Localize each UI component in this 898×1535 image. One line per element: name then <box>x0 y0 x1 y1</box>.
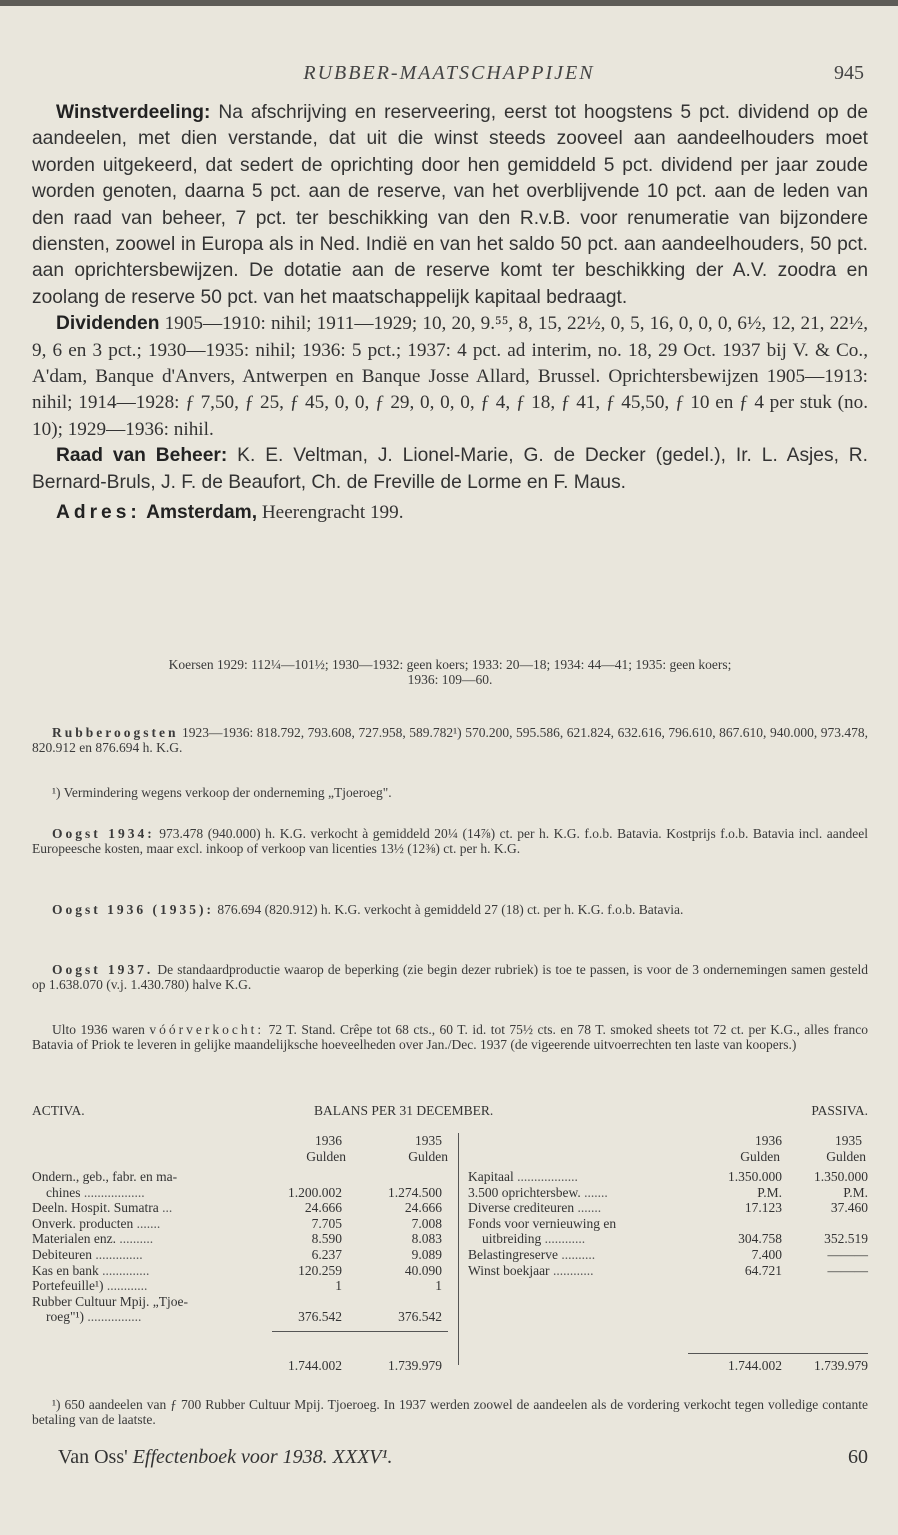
dividenden-label: Dividenden <box>56 313 160 335</box>
passiva-row-label-text: uitbreiding <box>482 1231 542 1247</box>
activa-row-value-1936: 24.666 <box>304 1200 342 1216</box>
passiva-currency-1935: Gulden <box>826 1149 866 1164</box>
passiva-total-row <box>468 1358 868 1373</box>
passiva-row-value-1936: 304.758 <box>738 1231 782 1247</box>
activa-row-value-1935: 8.083 <box>411 1231 442 1247</box>
balance-header <box>32 1103 868 1121</box>
activa-row-label <box>46 1309 141 1325</box>
activa-row <box>32 1185 450 1200</box>
activa-year-1935: 1935 <box>415 1133 442 1148</box>
activa-row-value-1935: 1 <box>435 1278 442 1294</box>
ulto-before: Ulto 1936 waren <box>52 1022 150 1037</box>
passiva-row-label <box>468 1263 593 1279</box>
passiva-row-label-text: Kapitaal <box>468 1169 514 1184</box>
passiva-label: PASSIVA. <box>811 1103 868 1118</box>
activa-total-1935: 1.739.979 <box>388 1358 442 1373</box>
rubberoogsten-text: 1923—1936: 818.792, 793.608, 727.958, 589.782¹) 570.200, 595.586, 621.824, 632.616, 796.610, 867.610, 940.000, 973.478, 820.912 en 876.694 h. K.G. <box>32 725 868 755</box>
oogst1936-block <box>32 902 868 917</box>
activa-row-label-text: Portefeuille¹) <box>32 1278 104 1294</box>
activa-row-label <box>32 1263 149 1279</box>
adres-city: Amsterdam, <box>146 502 258 524</box>
activa-row-label <box>32 1247 143 1263</box>
passiva-row <box>468 1247 868 1262</box>
page-header <box>0 62 898 88</box>
passiva-row <box>468 1231 868 1246</box>
footer-sheet-number: 60 <box>848 1446 868 1468</box>
main-text <box>32 100 868 527</box>
page-number: 945 <box>834 62 864 84</box>
activa-row <box>32 1247 450 1262</box>
page-footer <box>58 1446 868 1476</box>
passiva-row-label <box>468 1185 608 1201</box>
dividenden-paragraph <box>32 311 868 443</box>
passiva-total-rule <box>688 1353 868 1354</box>
balance-divider <box>458 1133 459 1365</box>
activa-row-label <box>32 1216 160 1232</box>
activa-row-leader: ............ <box>103 1278 148 1294</box>
oogst1937-text: De standaardproductie waarop de beperking (zie begin dezer rubriek) is toe te passen, is voor de 3 ondernemingen samen gesteld op 1.638.070 (v.j. 1.430.780) halve K.G. <box>32 962 869 992</box>
ulto-after: 72 T. Stand. Crêpe tot 68 cts., 60 T. id. tot 75½ cts. en 78 T. smoked sheets tot 72 ct. per K.G., alles franco Batavia of Priok te leveren in gelijke maandelijksche hoeveelheden over Jan./Dec. 1937 (de vigeerende uitvoerrechten ten laste van koopers.) <box>32 1022 868 1052</box>
passiva-row-value-1935: ——— <box>827 1262 868 1278</box>
ulto-spaced: vóórverkocht: <box>149 1022 265 1037</box>
activa-row-leader: .......... <box>115 1231 154 1247</box>
winstverdeeling-text: Na afschrijving en reserveering, eerst tot hoogstens 5 pct. dividend op de aandeelen, met dien verstande, dat uit die winst steeds zooveel aan aandeelhouders moet worden uitgekeerd, dat sedert de oprichting door hen gemiddeld 5 pct. dividend per jaar zoude worden genoten, daarna 5 pct. aan de reserve, van het overblijvende 10 pct. aan de leden van den raad van beheer, 7 pct. ter beschikking van den R.v.B. voor renumeratie van bijzondere diensten, zoowel in Europa als in Ned. Indië en van het saldo 50 pct. aan aandeelhouders, 50 pct. aan oprichtersbewijzen. De dotatie aan de reserve komt ter beschikking der A.V. zoodra en zoolang de reserve 50 pct. van het maatschappelijk kapitaal bedraagt. <box>32 102 868 308</box>
activa-row-leader: .................. <box>80 1184 145 1200</box>
passiva-year-1935: 1935 <box>835 1133 862 1148</box>
activa-row-value-1936: 7.705 <box>311 1215 342 1231</box>
activa-row-value-1936: 1 <box>335 1278 342 1294</box>
passiva-row-value-1935: P.M. <box>843 1184 868 1200</box>
passiva-row <box>468 1263 868 1278</box>
activa-currency-1935: Gulden <box>408 1149 448 1164</box>
running-title: RUBBER-MAATSCHAPPIJEN <box>303 62 595 84</box>
balance-sheet <box>32 1103 868 1373</box>
activa-row-label <box>32 1278 147 1294</box>
activa-row-leader: .............. <box>98 1262 150 1278</box>
oogst1937-block <box>32 962 868 992</box>
activa-total-row <box>32 1358 450 1373</box>
activa-row-leader: .............. <box>91 1247 143 1262</box>
passiva-row-label-text: Diverse crediteuren <box>468 1200 575 1216</box>
activa-row-label-text: Onverk. producten <box>32 1215 134 1231</box>
koersen-line1: Koersen 1929: 112¼—101½; 1930—1932: geen koers; 1933: 20—18; 1934: 44—41; 1935: geen koers; <box>168 657 732 672</box>
activa-row <box>32 1278 450 1293</box>
footer-publisher: Van Oss' <box>58 1446 133 1468</box>
adres-paragraph <box>32 500 868 526</box>
activa-row-value-1935: 40.090 <box>404 1262 442 1278</box>
activa-row-label-text: roeg"¹) <box>46 1309 85 1325</box>
passiva-row-value-1935: 352.519 <box>824 1231 868 1247</box>
activa-row-value-1935: 1.274.500 <box>388 1184 442 1200</box>
oogst1934-label: Oogst 1934: <box>52 826 155 841</box>
winstverdeeling-paragraph <box>32 100 868 311</box>
passiva-row-label <box>468 1247 595 1263</box>
activa-row-value-1936: 1.200.002 <box>288 1184 342 1200</box>
scan-edge <box>0 0 898 6</box>
activa-row-value-1935: 24.666 <box>404 1200 442 1216</box>
footnote2-block <box>32 1397 868 1427</box>
oogst1937-label: Oogst 1937. <box>52 962 154 977</box>
passiva-row-leader: ....... <box>580 1184 608 1200</box>
passiva-row-label <box>468 1216 616 1232</box>
footnote1-block <box>32 785 868 800</box>
activa-row <box>32 1309 450 1324</box>
passiva-row-leader: .................. <box>513 1169 578 1184</box>
passiva-row-label-text: Belastingreserve <box>468 1247 558 1262</box>
passiva-row-value-1936: 17.123 <box>744 1200 782 1216</box>
passiva-row-leader: ............ <box>541 1231 586 1247</box>
activa-row <box>32 1263 450 1278</box>
activa-row-label <box>32 1200 172 1216</box>
activa-row-label-text: Kas en bank <box>32 1262 99 1278</box>
activa-row-label-text: Rubber Cultuur Mpij. „Tjoe- <box>32 1293 188 1309</box>
passiva-row-value-1935: 37.460 <box>830 1200 868 1216</box>
passiva-row-value-1935: 1.350.000 <box>814 1169 868 1184</box>
activa-row-value-1936: 6.237 <box>311 1247 342 1262</box>
oogst1936-label: Oogst 1936 (1935): <box>52 902 214 917</box>
passiva-row-value-1936: P.M. <box>757 1184 782 1200</box>
activa-currency-1936: Gulden <box>306 1149 346 1164</box>
passiva-total-1935: 1.739.979 <box>814 1358 868 1373</box>
raad-paragraph <box>32 443 868 496</box>
activa-row <box>32 1216 450 1231</box>
activa-row <box>32 1294 450 1309</box>
passiva-row-label <box>482 1231 585 1247</box>
activa-row-value-1935: 376.542 <box>398 1309 442 1325</box>
oogst1936-text: 876.694 (820.912) h. K.G. verkocht à gemiddeld 27 (18) ct. per h. K.G. f.o.b. Batavia. <box>214 902 684 917</box>
activa-row-label-text: Deeln. Hospit. Sumatra <box>32 1200 159 1216</box>
activa-row-value-1936: 8.590 <box>311 1231 342 1247</box>
footnote2: ¹) 650 aandeelen van ƒ 700 Rubber Cultuur Mpij. Tjoeroeg. In 1937 werden zoowel de aandeelen als de vordering verkocht tegen volledige contante betaling van de laatste. <box>32 1397 868 1427</box>
activa-year-1936: 1936 <box>315 1133 342 1148</box>
activa-row <box>32 1231 450 1246</box>
raad-label: Raad van Beheer: <box>56 445 228 467</box>
activa-row-label <box>46 1185 145 1201</box>
raad-text: K. E. Veltman, J. Lionel-Marie, G. de Decker (gedel.), Ir. L. Asjes, R. Bernard-Bruls, J. F. de Beaufort, Ch. de Freville de Lorme en F. Maus. <box>32 445 868 493</box>
oogst1934-text: 973.478 (940.000) h. K.G. verkocht à gemiddeld 20¼ (14⅞) ct. per h. K.G. f.o.b. Batavia. Kostprijs f.o.b. Batavia incl. aandeel Europeesche kosten, maar excl. inkoop of verkoop van licenties 13½ (12⅜) ct. per h. K.G. <box>32 826 869 856</box>
activa-total-rule <box>272 1331 448 1332</box>
passiva-row <box>468 1200 868 1215</box>
passiva-row-leader: ............ <box>549 1262 594 1278</box>
activa-row-label-text: Materialen enz. <box>32 1231 116 1247</box>
passiva-row-label-text: 3.500 oprichtersbew. <box>468 1184 581 1200</box>
activa-row-value-1936: 120.259 <box>298 1262 342 1278</box>
footer-book-title: Effectenboek voor 1938. XXXV¹. <box>132 1446 393 1468</box>
activa-row <box>32 1200 450 1215</box>
adres-label: Adres: <box>56 502 141 524</box>
oogst1934-block <box>32 826 868 856</box>
passiva-currency-1936: Gulden <box>740 1149 780 1164</box>
balance-title: BALANS PER 31 DECEMBER. <box>314 1103 494 1118</box>
passiva-row-label <box>468 1169 578 1185</box>
activa-row-leader: ....... <box>133 1215 161 1231</box>
passiva-row-value-1936: 7.400 <box>751 1247 782 1262</box>
passiva-row <box>468 1169 868 1184</box>
passiva-row-label-text: Fonds voor vernieuwing en <box>468 1215 617 1231</box>
activa-total-1936: 1.744.002 <box>288 1358 342 1373</box>
activa-row-label <box>32 1169 177 1185</box>
activa-row-leader: ... <box>158 1200 173 1216</box>
winstverdeeling-label: Winstverdeeling: <box>56 102 211 123</box>
activa-row <box>32 1169 450 1184</box>
passiva-row-label-text: Winst boekjaar <box>468 1262 550 1278</box>
dividenden-text: 1905—1910: nihil; 1911—1929; 10, 20, 9.⁵⁵, 8, 15, 22½, 0, 5, 16, 0, 0, 0, 6½, 12, 21, 22½, 9, 6 en 3 pct.; 1930—1935: nihil; 1936: 5 pct.; 1937: 4 pct. ad interim, no. 18, 29 Oct. 1937 bij V. & Co., A'dam, Banque d'Anvers, Antwerpen en Banque Josse Allard, Brussel. Oprichtersbewijzen 1905—1913: nihil; 1914—1928: ƒ 7,50, ƒ 25, ƒ 45, 0, 0, ƒ 29, 0, 0, 0, ƒ 4, ƒ 18, ƒ 41, ƒ 45,50, ƒ 10 en ƒ 4 per stuk (no. 10); 1929—1936: nihil. <box>32 313 868 440</box>
passiva-row-leader: .......... <box>557 1247 596 1262</box>
passiva-row-label <box>468 1200 601 1216</box>
footnote1: ¹) Vermindering wegens verkoop der onderneming „Tjoeroeg". <box>52 785 392 800</box>
passiva-row-leader: ....... <box>574 1200 602 1216</box>
activa-row-label <box>32 1294 188 1310</box>
activa-row-label-text: Ondern., geb., fabr. en ma- <box>32 1169 178 1184</box>
koersen-block <box>32 657 868 687</box>
adres-text: Heerengracht 199. <box>257 502 404 524</box>
passiva-row-value-1936: 64.721 <box>744 1262 782 1278</box>
activa-row-value-1936: 376.542 <box>298 1309 342 1325</box>
activa-label: ACTIVA. <box>32 1103 85 1118</box>
activa-row-leader: ................ <box>84 1309 142 1325</box>
passiva-year-1936: 1936 <box>755 1133 782 1148</box>
passiva-row <box>468 1216 868 1231</box>
ulto-block <box>32 1022 868 1052</box>
passiva-row-value-1935: ——— <box>827 1247 868 1262</box>
passiva-row <box>468 1185 868 1200</box>
activa-row-label-text: Debiteuren <box>32 1247 92 1262</box>
activa-row-label-text: chines <box>46 1184 81 1200</box>
passiva-row-value-1936: 1.350.000 <box>728 1169 782 1184</box>
activa-row-value-1935: 7.008 <box>411 1215 442 1231</box>
rubberoogsten-block <box>32 725 868 755</box>
koersen-line2: 1936: 109—60. <box>407 672 493 687</box>
rubberoogsten-label: Rubberoogsten <box>52 725 179 740</box>
activa-row-label <box>32 1231 153 1247</box>
passiva-total-1936: 1.744.002 <box>728 1358 782 1373</box>
activa-row-value-1935: 9.089 <box>411 1247 442 1262</box>
